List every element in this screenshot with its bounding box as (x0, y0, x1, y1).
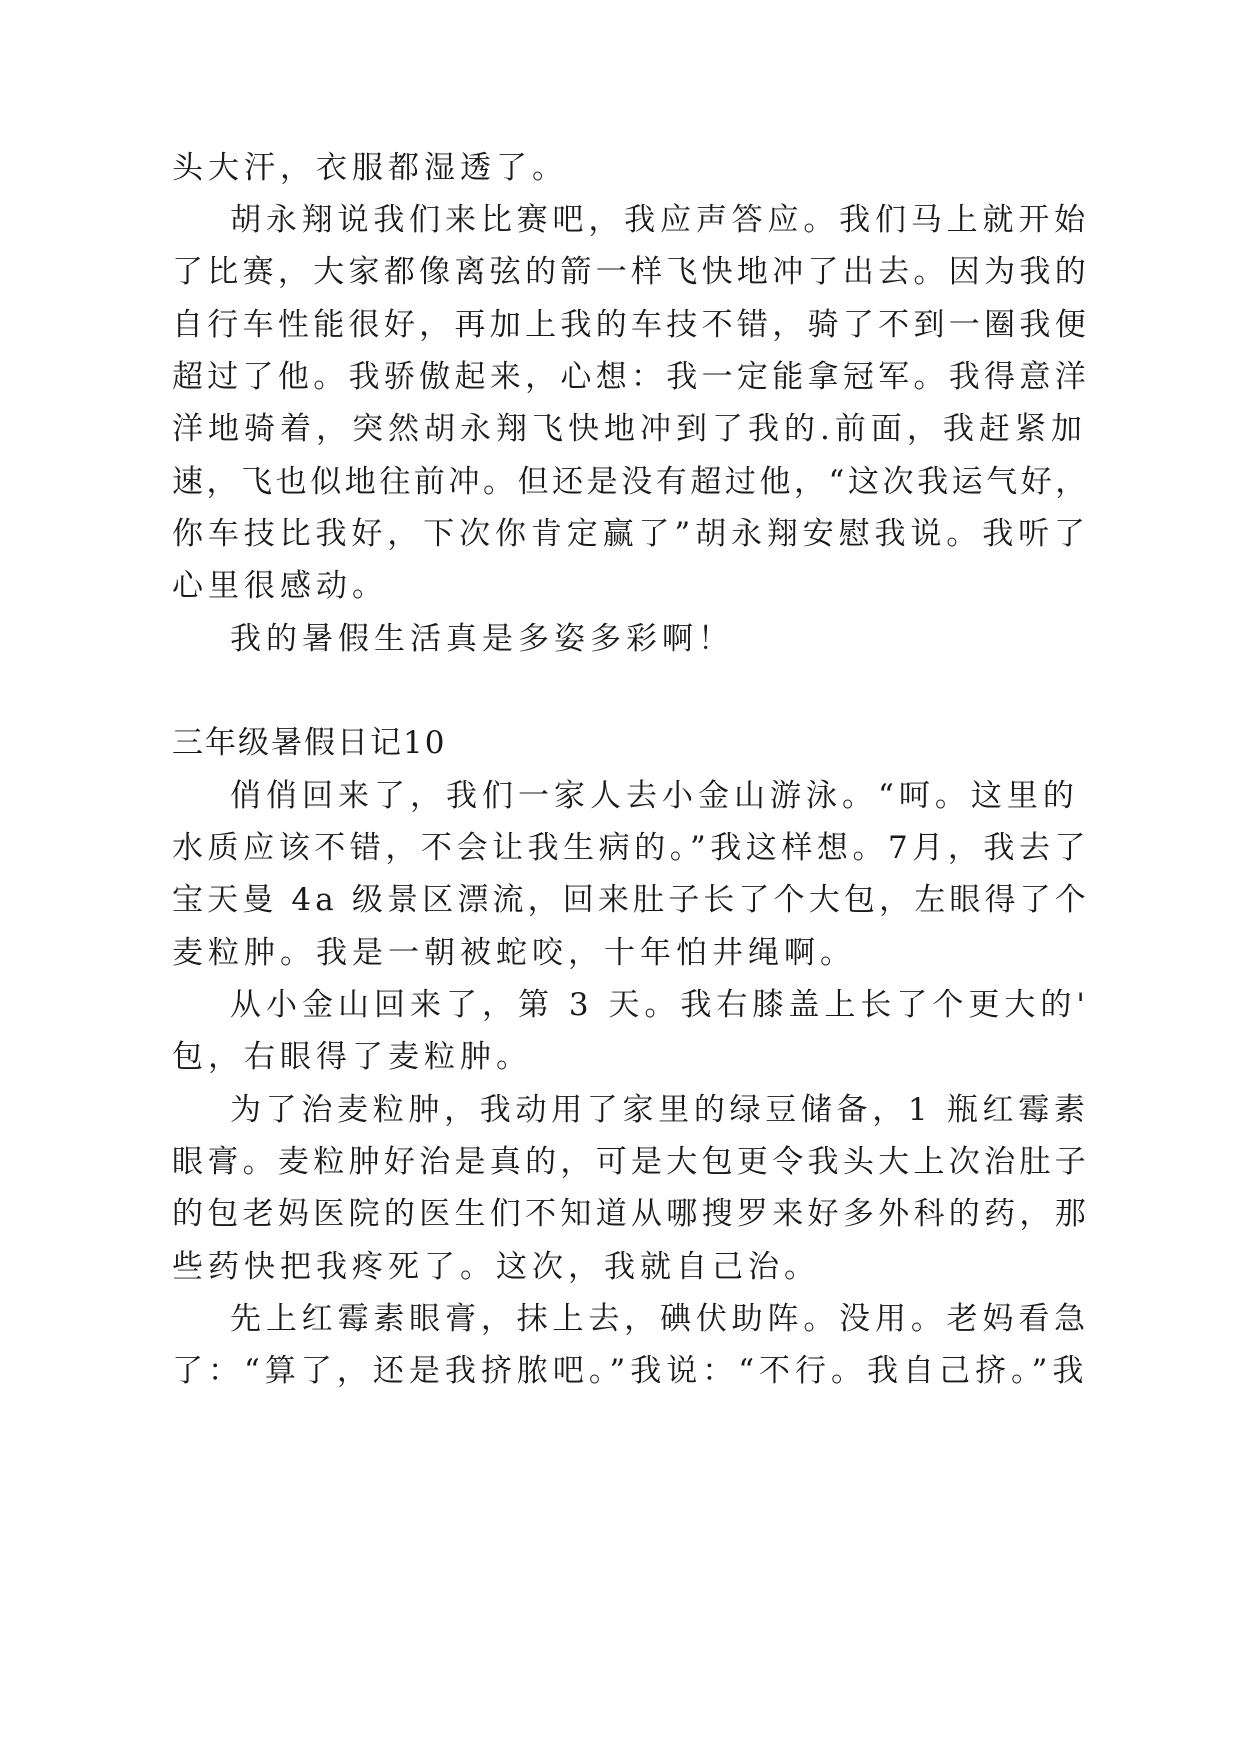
text-line: 为了治麦粒肿，我动用了家里的绿豆储备，1 瓶红霉素 (230, 1092, 1090, 1128)
text-line: 你车技比我好，下次你肯定赢了”胡永翔安慰我说。我听了 (172, 516, 1090, 552)
text-line: 的包老妈医院的医生们不知道从哪搜罗来好多外科的药，那 (172, 1196, 1090, 1232)
text-line: 先上红霉素眼膏，抹上去，碘伏助阵。没用。老妈看急 (230, 1301, 1090, 1337)
section-heading: 三年级暑假日记10 (172, 725, 447, 761)
text-line: 水质应该不错，不会让我生病的。”我这样想。7月，我去了 (172, 830, 1091, 866)
text-line: 了比赛，大家都像离弦的箭一样飞快地冲了出去。因为我的 (172, 254, 1090, 290)
text-line: 从小金山回来了，第 3 天。我右膝盖上长了个更大的' (230, 987, 1090, 1023)
text-line: 眼膏。麦粒肿好治是真的，可是大包更令我头大上次治肚子 (172, 1144, 1090, 1180)
text-line: 俏俏回来了，我们一家人去小金山游泳。“呵。这里的 (230, 778, 1079, 814)
text-line: 洋地骑着，突然胡永翔飞快地冲到了我的.前面，我赶紧加 (172, 411, 1087, 447)
text-line: 自行车性能很好，再加上我的车技不错，骑了不到一圈我便 (172, 307, 1090, 343)
text-line: 我的暑假生活真是多姿多彩啊！ (230, 621, 734, 657)
text-line: 胡永翔说我们来比赛吧，我应声答应。我们马上就开始 (230, 202, 1090, 238)
text-line: 速，飞也似地往前冲。但还是没有超过他，“这次我运气好， (172, 464, 1090, 500)
text-line: 了：“算了，还是我挤脓吧。”我说：“不行。我自己挤。”我 (172, 1353, 1089, 1389)
text-line: 心里很感动。 (172, 568, 388, 604)
text-line: 头大汗，衣服都湿透了。 (172, 150, 568, 186)
text-line: 包，右眼得了麦粒肿。 (172, 1039, 532, 1075)
text-line: 超过了他。我骄傲起来，心想：我一定能拿冠军。我得意洋 (172, 359, 1090, 395)
text-line: 些药快把我疼死了。这次，我就自己治。 (172, 1249, 820, 1285)
text-line: 麦粒肿。我是一朝被蛇咬，十年怕井绳啊。 (172, 935, 856, 971)
text-line: 宝天曼 4a 级景区漂流，回来肚子长了个大包，左眼得了个 (172, 882, 1090, 918)
